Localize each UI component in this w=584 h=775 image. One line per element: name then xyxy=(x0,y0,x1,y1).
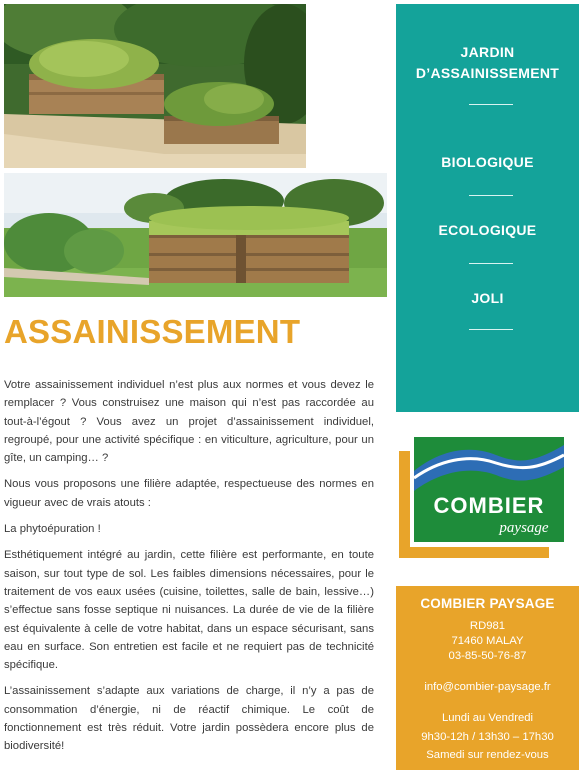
garden-photo-top-image xyxy=(4,4,306,168)
panel-word-ecologique: ECOLOGIQUE xyxy=(438,222,537,238)
paragraph-offer: Nous vous proposons une filière adaptée, respectueuse des normes en vigueur avec de vrais atouts : xyxy=(4,478,374,509)
contact-road: RD981 xyxy=(469,620,506,632)
garden-photo-bottom xyxy=(4,173,387,297)
contact-days: Lundi au Vendredi xyxy=(441,712,534,724)
panel-word-joli: JOLI xyxy=(471,290,504,306)
contact-company: COMBIER PAYSAGE xyxy=(420,596,555,611)
panel-divider xyxy=(469,195,513,196)
contact-panel xyxy=(396,586,579,770)
page-title: ASSAINISSEMENT xyxy=(4,313,301,350)
contact-email[interactable]: info@combier-paysage.fr xyxy=(424,681,551,693)
panel-word-biologique: BIOLOGIQUE xyxy=(441,154,534,170)
contact-hours: 9h30-12h / 13h30 – 17h30 xyxy=(421,731,554,743)
panel-divider xyxy=(469,263,513,264)
logo-graphic xyxy=(396,433,578,560)
body-text xyxy=(4,376,374,764)
garden-photo-top xyxy=(4,4,306,168)
paragraph-benefits: L’assainissement s’adapte aux variations de charge, il n’y a pas de consommation d’énergie, ni de réactif chimique. Le coût de fonctionnement est très réduit. Votre jardin possèdera encore plus de biodiversité! xyxy=(4,685,374,753)
logo-name: COMBIER xyxy=(433,493,545,518)
panel-divider xyxy=(469,329,513,330)
contact-phone: 03-85-50-76-87 xyxy=(448,650,527,662)
paragraph-details: Esthétiquement intégré au jardin, cette filière est performante, en toute saison, sur tout type de sol. Les faibles dimensions nécessaires, pour le traitement de vos eaux usées (cuisine, toilettes, salle de bain, lessive…) s’effectue sans fosse septique ni nuisances. La durée de vie de la filière est équivalente à celle de votre habitat, dans un espace sécurisant, sans eau en surface. Son entretien est facile et ne requiert pas de technicité spécifique. xyxy=(4,549,374,672)
company-logo xyxy=(396,433,578,560)
panel-divider xyxy=(469,104,513,105)
paragraph-intro: Votre assainissement individuel n’est plus aux normes et vous devez le remplacer ? Vous construisez une maison qui n’est pas raccordée au tout-à-l’égout ? Vous avez un projet d’assainissement individuel, regroupé, pour une activité spécifique : en viticulture, agriculture, pour un gîte, un camping… ? xyxy=(4,379,374,465)
panel-title-line1: JARDIN xyxy=(460,44,515,60)
logo-tagline: paysage xyxy=(499,520,549,536)
paragraph-phyto: La phytoépuration ! xyxy=(4,523,101,536)
panel-title-line2: D’ASSAINISSEMENT xyxy=(415,65,560,81)
contact-saturday: Samedi sur rendez-vous xyxy=(426,749,549,761)
contact-city: 71460 MALAY xyxy=(451,635,524,647)
feature-panel xyxy=(396,4,579,412)
garden-photo-bottom-image xyxy=(4,173,387,297)
